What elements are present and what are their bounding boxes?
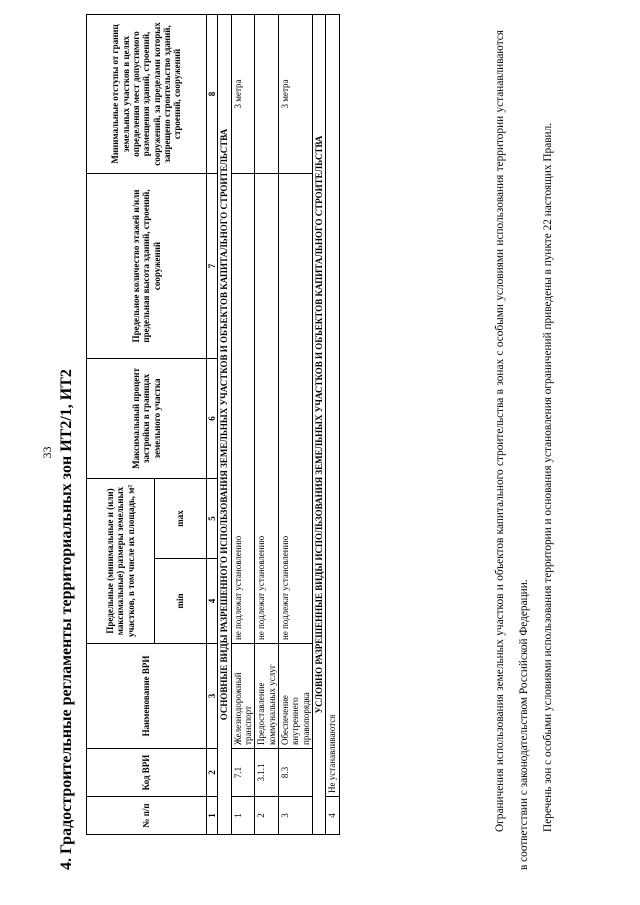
header-floors: Предельное количество этажей и/или предельная высота зданий, строений, сооружений xyxy=(87,173,207,358)
section-conditional-label: УСЛОВНО РАЗРЕШЕННЫЕ ВИДЫ ИСПОЛЬЗОВАНИЯ ЗЕМЕЛЬНЫХ УЧАСТКОВ И ОБЪЕКТОВ КАПИТАЛЬНОГО СТРОИТЕЛЬСТВА xyxy=(313,14,326,834)
section-title: 4. Градостроительные регламенты территориальных зон ИТ2/1, ИТ2 xyxy=(58,369,75,870)
row-num: 4 xyxy=(326,797,339,835)
row-size: не подлежат установлению xyxy=(279,173,313,643)
paragraph-zones-list xyxy=(536,30,560,870)
paragraph-text: Перечень зон с особыми условиями использования территории и основания установления ограничений приведены в пункте 22 настоящих Правил. xyxy=(542,122,554,832)
table-row xyxy=(255,14,279,834)
header-row-1 xyxy=(87,14,155,834)
row-conditional-text: Не устанавливаются xyxy=(326,14,339,796)
header-num: № п/п xyxy=(87,797,207,835)
row-num: 3 xyxy=(279,797,313,835)
header-size-group: Предельные (минимальные и (или) максимальные) размеры земельных участков, в том числе их площадь, м² xyxy=(87,478,155,643)
header-max: max xyxy=(155,478,207,558)
col-number: 4 xyxy=(207,559,218,644)
row-size: не подлежат установлению xyxy=(255,173,279,643)
table-row xyxy=(231,14,255,834)
header-setback: Минимальные отступы от границ земельных участков в целях определения мест допустимого размещения зданий, строений, сооружений, за пределами которых запрещено строительство зданий, строений, сооружений xyxy=(87,14,207,173)
col-number: 6 xyxy=(207,358,218,478)
header-name: Наименование ВРИ xyxy=(87,644,207,749)
row-name: Предоставление коммунальных услуг xyxy=(255,644,279,749)
row-setback: 3 метра xyxy=(231,14,255,173)
row-code: 3.1.1 xyxy=(255,749,279,797)
column-numbers-row xyxy=(207,14,218,834)
header-code: Код ВРИ xyxy=(87,749,207,797)
regulations-table xyxy=(86,14,340,835)
paragraph-text: Ограничения использования земельных участков и объектов капитального строительства в зонах с особыми условиями использования территории устанавливаются в соответствии с законодательством Российской Федерации. xyxy=(494,30,530,870)
table-row xyxy=(279,14,313,834)
row-name: Железнодорожный транспорт xyxy=(231,644,255,749)
row-num: 1 xyxy=(231,797,255,835)
row-size: не подлежат установлению xyxy=(231,173,255,643)
row-name: Обеспечение внутреннего правопорядка xyxy=(279,644,313,749)
row-setback: 3 метра xyxy=(279,14,313,173)
row-setback xyxy=(255,14,279,173)
row-code: 7.1 xyxy=(231,749,255,797)
col-number: 2 xyxy=(207,749,218,797)
col-number: 5 xyxy=(207,478,218,558)
col-number: 3 xyxy=(207,644,218,749)
section-main-row xyxy=(218,14,231,834)
section-main-label: ОСНОВНЫЕ ВИДЫ РАЗРЕШЕННОГО ИСПОЛЬЗОВАНИЯ ЗЕМЕЛЬНЫХ УЧАСТКОВ И ОБЪЕКТОВ КАПИТАЛЬНОГО СТРОИТЕЛЬСТВА xyxy=(218,14,231,834)
col-number: 7 xyxy=(207,173,218,358)
row-code: 8.3 xyxy=(279,749,313,797)
col-number: 1 xyxy=(207,797,218,835)
header-coverage: Максимальный процент застройки в границах земельного участка xyxy=(87,358,207,478)
section-conditional-row xyxy=(313,14,326,834)
col-number: 8 xyxy=(207,14,218,173)
header-min: min xyxy=(155,559,207,644)
paragraph-restrictions xyxy=(488,30,536,870)
row-num: 2 xyxy=(255,797,279,835)
table-row xyxy=(326,14,339,834)
page-number: 33 xyxy=(40,446,54,459)
